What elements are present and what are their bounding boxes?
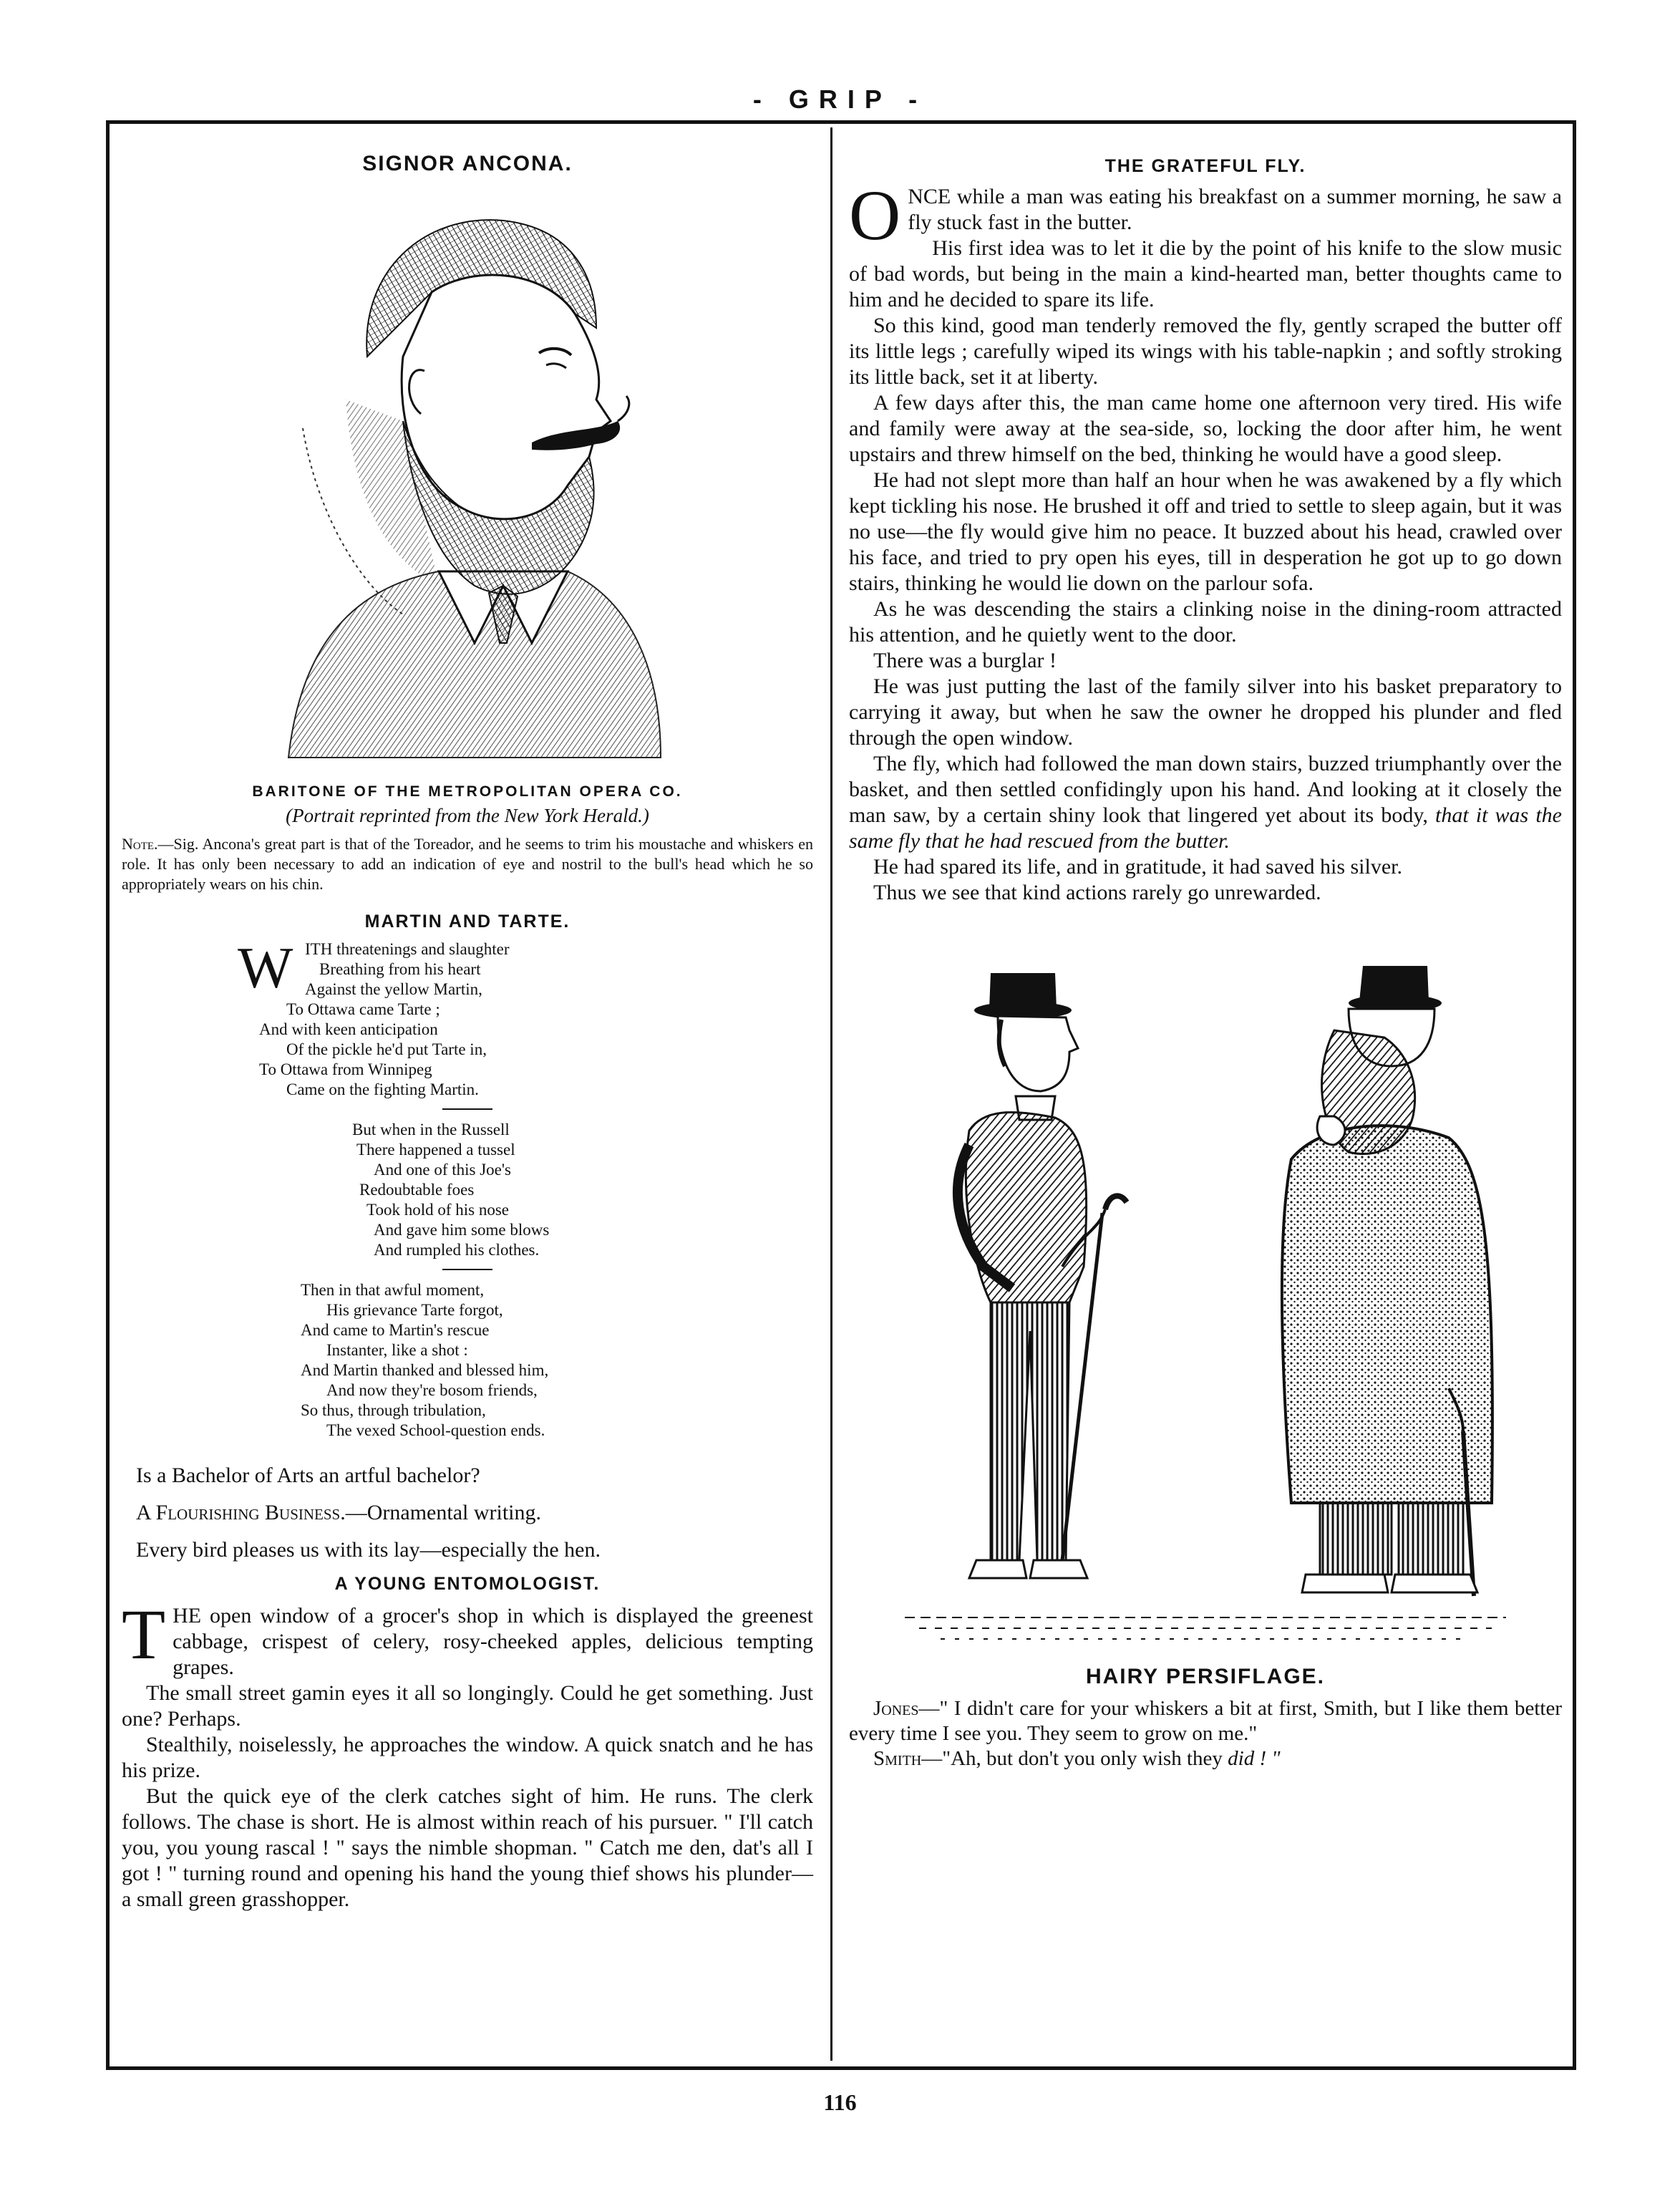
note-label: Note. xyxy=(122,835,158,853)
fly-dropcap: O xyxy=(849,175,901,255)
poem-line: Then in that awful moment, xyxy=(301,1281,485,1299)
quip-bird: Every bird pleases us with its lay—especially the hen. xyxy=(136,1538,601,1562)
fly-p10: He had spared its life, and in gratitude, it had saved his silver. xyxy=(873,855,1402,879)
entomologist-p4: But the quick eye of the clerk catches sight of him. He runs. The clerk follows. The chase is short. He is almost within reach of his pursuer. " I'll catch you, you young rascal ! " says the nimble shopman. " Catch me den, dat's all I got ! " turning round and opening his hand the young thief shows his plunder—a small green grasshopper. xyxy=(122,1784,813,1911)
poem-line: To Ottawa from Winnipeg xyxy=(259,1060,432,1078)
fly-p5: He had not slept more than half an hour when he was awakened by a fly which kept tickling his nose. He brushed it off and tried to settle to sleep again, but it was no use—the fly would give him no peace. It buzzed about his head, crawled over his face, and tried to pry open his eyes, till in desperation he got up to go down stairs, thinking he would lie down on the parlour sofa. xyxy=(849,468,1562,595)
fly-p4: A few days after this, the man came home one afternoon very tired. His wife and family were away at the sea-side, so, locking the door after him, he went upstairs and threw himself on the bed, thinking he would have a good sleep. xyxy=(849,391,1562,466)
page-number: 116 xyxy=(823,2089,857,2115)
jones-figure xyxy=(958,973,1127,1578)
portrait-illustration xyxy=(260,185,675,772)
masthead: - GRIP - xyxy=(752,84,928,114)
entomologist-p1-text: HE open window of a grocer's shop in which is displayed the greenest cabbage, crispest of celery, rosy-cheeked apples, delicious tempting grapes. xyxy=(173,1604,813,1679)
poem-line: Came on the fighting Martin. xyxy=(286,1080,479,1098)
fly-p2: His first idea was to let it die by the point of his knife to the slow music of bad words, but being in the main a kind-hearted man, better thoughts came to him and he decided to spare its life. xyxy=(849,236,1562,311)
entomologist-title: A YOUNG ENTOMOLOGIST. xyxy=(334,1574,601,1594)
cartoon-dialog xyxy=(849,1696,1562,1771)
quip-label: A Flourishing Business. xyxy=(136,1501,346,1524)
poem-line: There happened a tussel xyxy=(356,1141,515,1159)
poem-line: So thus, through tribulation, xyxy=(301,1401,486,1419)
note-text: —Sig. Ancona's great part is that of the Toreador, and he seems to trim his moustache and whiskers en role. It has only been necessary to add an indication of eye and nostril to the bull's head which he so appropriately wears on his chin. xyxy=(122,835,813,893)
jones-line xyxy=(849,1696,1562,1746)
cartoon-illustration xyxy=(890,930,1520,1653)
poem-line: Redoubtable foes xyxy=(359,1181,475,1199)
fly-p9 xyxy=(849,751,1562,854)
poem-line: The vexed School-question ends. xyxy=(326,1421,545,1439)
poem xyxy=(122,935,813,1441)
smith-line xyxy=(849,1746,1562,1771)
quips xyxy=(122,1462,813,1564)
poem-line: And one of this Joe's xyxy=(374,1161,511,1179)
poem-title: MARTIN AND TARTE. xyxy=(364,911,570,932)
column-divider xyxy=(830,127,832,2061)
entomologist-p1 xyxy=(122,1595,813,1680)
portrait-note xyxy=(122,834,813,894)
quip-text: —Ornamental writing. xyxy=(345,1501,542,1524)
poem-line: And with keen anticipation xyxy=(259,1020,438,1038)
poem-line: And rumpled his clothes. xyxy=(374,1241,540,1259)
smith-text: —"Ah, but don't you only wish they xyxy=(921,1747,1228,1770)
portrait-caption: BARITONE OF THE METROPOLITAN OPERA CO. xyxy=(252,783,683,800)
entomologist-p2: The small street gamin eyes it all so longingly. Could he get something. Just one? Perhaps. xyxy=(122,1681,813,1731)
poem-line: And came to Martin's rescue xyxy=(301,1321,490,1339)
fly-p8: He was just putting the last of the family silver into his basket preparatory to carrying it away, but when he saw the owner he dropped his plunder and fled through the open window. xyxy=(849,674,1562,750)
quip-flourishing xyxy=(136,1499,813,1527)
fly-title: THE GRATEFUL FLY. xyxy=(1104,156,1306,176)
poem-line: His grievance Tarte forgot, xyxy=(326,1301,503,1319)
poem-dropcap: W xyxy=(238,935,293,1000)
portrait-title: SIGNOR ANCONA. xyxy=(362,152,573,175)
entomologist-p3: Stealthily, noiselessly, he approaches the window. A quick snatch and he has his prize. xyxy=(122,1733,813,1782)
fly-p1 xyxy=(849,175,1562,255)
fly-p11: Thus we see that kind actions rarely go unrewarded. xyxy=(873,881,1321,904)
entomologist-article xyxy=(122,1595,813,1912)
left-column xyxy=(122,136,813,1912)
poem-line: Of the pickle he'd put Tarte in, xyxy=(286,1040,487,1058)
poem-line: Instanter, like a shot : xyxy=(326,1341,468,1359)
jones-text: —" I didn't care for your whiskers a bit at first, Smith, but I like them better every time I see you. They seem to grow on me." xyxy=(849,1697,1562,1745)
quip-bachelor: Is a Bachelor of Arts an artful bachelor? xyxy=(136,1464,480,1487)
poem-line: But when in the Russell xyxy=(352,1121,510,1138)
fly-p9-text: The fly, which had followed the man down stairs, buzzed triumphantly over the basket, and then settled confidingly upon his hand. And looking at it closely the man saw, by a certain shiny look that lingered yet about its body, xyxy=(849,752,1562,827)
poem-line: ITH threatenings and slaughter xyxy=(305,940,510,958)
poem-stanza-1 xyxy=(238,935,813,1100)
poem-line: To Ottawa came Tarte ; xyxy=(286,1000,440,1018)
stanza-separator xyxy=(442,1269,492,1270)
fly-p3: So this kind, good man tenderly removed the fly, gently scraped the butter off its little legs ; carefully wiped its wings with his table-napkin ; and softly stroking its little back, set it at liberty. xyxy=(849,314,1562,389)
poem-line: Against the yellow Martin, xyxy=(305,980,482,998)
smith-figure xyxy=(1282,966,1492,1596)
poem-stanza-2 xyxy=(352,1120,813,1260)
poem-line: Breathing from his heart xyxy=(319,960,481,978)
fly-p9-italic: that it was the same fly that he had rescued from the butter. xyxy=(849,803,1562,853)
poem-line: And now they're bosom friends, xyxy=(326,1381,538,1399)
fly-p1-text: NCE while a man was eating his breakfast on a summer morning, he saw a fly stuck fast in the butter. xyxy=(908,185,1562,234)
fly-p6: As he was descending the stairs a clinking noise in the dining-room attracted his attention, and he quietly went to the door. xyxy=(849,597,1562,647)
entomologist-dropcap: T xyxy=(122,1595,166,1674)
poem-line: And Martin thanked and blessed him, xyxy=(301,1361,549,1379)
poem-stanza-3 xyxy=(301,1280,813,1441)
speaker-smith: Smith xyxy=(873,1747,922,1770)
right-column xyxy=(849,136,1562,1771)
fly-article xyxy=(849,175,1562,906)
fly-p7: There was a burglar ! xyxy=(873,649,1057,672)
cartoon-title: HAIRY PERSIFLAGE. xyxy=(1085,1665,1326,1688)
poem-line: And gave him some blows xyxy=(374,1221,550,1239)
poem-line: Took hold of his nose xyxy=(366,1201,509,1219)
stanza-separator xyxy=(442,1108,492,1110)
speaker-jones: Jones xyxy=(873,1697,919,1720)
smith-italic: did ! " xyxy=(1228,1747,1281,1770)
portrait-credit: (Portrait reprinted from the New York Herald.) xyxy=(286,805,649,826)
